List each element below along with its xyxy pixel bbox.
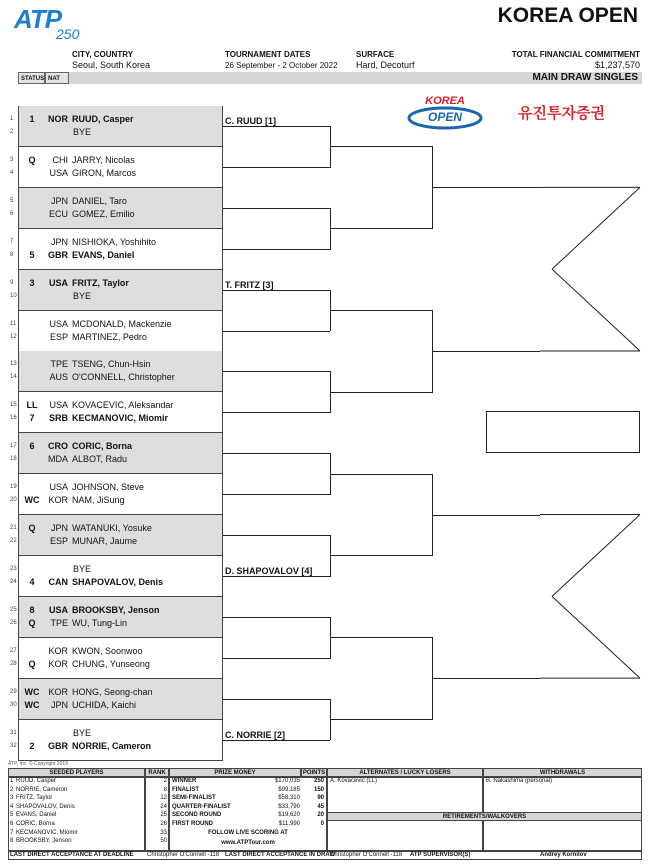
bracket-line	[330, 228, 432, 229]
bracket-line	[223, 535, 330, 536]
atp-250-label: 250	[56, 26, 80, 42]
seed-rank: 8	[163, 786, 167, 793]
prize-round: SEMI-FINALIST	[172, 795, 216, 802]
player-nation: KOR	[48, 658, 68, 669]
bracket-line	[223, 290, 330, 291]
prize-amount: $11,990	[278, 821, 300, 827]
player-nation: MDA	[48, 454, 68, 465]
player-status: Q	[28, 658, 36, 669]
player-status: 6	[29, 441, 35, 452]
player-nation: KOR	[48, 686, 68, 697]
player-name[interactable]: MUNAR, Jaume	[72, 536, 138, 546]
draw-position: 17	[10, 443, 17, 450]
seed-number: 7	[10, 829, 14, 836]
draw-position: 6	[10, 210, 14, 217]
player-name[interactable]: JOHNSON, Steve	[72, 482, 145, 493]
atp-website-link[interactable]: www.ATPTour.com	[221, 840, 275, 846]
alternate-entry: A. Kovacevic (LL)	[330, 778, 378, 784]
player-nation: GBR	[48, 249, 68, 260]
bracket-line	[330, 310, 432, 311]
bracket-line	[330, 719, 432, 720]
draw-position: 14	[10, 374, 17, 381]
player-nation: ESP	[49, 536, 68, 546]
draw-position: 1	[10, 116, 14, 122]
retirements-head: RETIREMENTS/WALKOVERS	[327, 812, 642, 821]
player-name[interactable]: CHUNG, Yunseong	[72, 658, 150, 669]
draw-position: 18	[10, 456, 17, 463]
player-name[interactable]: RUUD, Casper	[72, 114, 134, 124]
bracket-line	[223, 249, 330, 250]
player-nation: CRO	[48, 441, 68, 452]
atp-logo: ATP	[14, 4, 62, 34]
prize-round: WINNER	[172, 778, 197, 784]
prize-amount: $33,790	[278, 803, 300, 810]
draw-position: 20	[10, 497, 17, 504]
rank-head: RANK	[145, 768, 169, 777]
seed-rank: 12	[160, 795, 167, 802]
prize-amount: $19,620	[278, 812, 300, 819]
draw-position: 4	[10, 169, 14, 176]
draw-position: 26	[10, 619, 17, 626]
draw-position: 15	[10, 402, 17, 409]
player-status: Q	[28, 523, 36, 533]
prize-round: SECOND ROUND	[172, 812, 222, 819]
dates-label: TOURNAMENT DATES	[225, 50, 311, 59]
seed-rank: 2	[163, 778, 167, 784]
round2-winner: C. NORRIE [2]	[225, 729, 286, 740]
bracket-line	[552, 269, 640, 351]
seed-name: KECMANOVIC, Miomir	[16, 829, 78, 836]
player-nation: USA	[48, 604, 68, 615]
bracket-line	[223, 412, 330, 413]
player-name[interactable]: BYE	[73, 563, 92, 574]
player-name[interactable]: TSENG, Chun-Hsin	[72, 359, 151, 370]
champion-box	[486, 411, 640, 453]
draw-position: 32	[10, 742, 17, 749]
player-name[interactable]: MARTINEZ, Pedro	[72, 331, 147, 342]
draw-position: 3	[10, 156, 14, 163]
player-nation: ECU	[48, 208, 68, 219]
player-name[interactable]: O'CONNELL, Christopher	[72, 372, 175, 383]
seed-name: CORIC, Borna	[16, 821, 55, 827]
seed-name: NORRIE, Cameron	[16, 786, 68, 793]
player-status: Q	[28, 617, 36, 628]
draw-position: 21	[10, 525, 17, 531]
seed-rank: 25	[160, 812, 167, 819]
prize-amount: $99,185	[278, 786, 300, 793]
player-nation: USA	[48, 277, 68, 288]
player-nation: NOR	[48, 114, 68, 124]
player-name[interactable]: MCDONALD, Mackenzie	[72, 318, 172, 329]
alternates-head: ALTERNATES / LUCKY LOSERS	[327, 768, 483, 777]
bracket-line	[223, 576, 330, 577]
bracket-line	[552, 596, 640, 678]
player-status: 3	[29, 277, 35, 288]
bracket-line	[330, 555, 432, 556]
draw-position: 7	[10, 238, 14, 245]
player-name[interactable]: KECMANOVIC, Miomir	[72, 413, 169, 424]
last-acceptance-deadline-label: LAST DIRECT ACCEPTANCE AT DEADLINE	[10, 852, 134, 858]
seed-number: 5	[10, 812, 14, 819]
prize-round: FINALIST	[172, 786, 199, 793]
player-nation: KOR	[48, 645, 68, 656]
draw-position: 16	[10, 415, 17, 422]
seed-number: 8	[10, 838, 14, 845]
player-name[interactable]: GOMEZ, Emilio	[72, 208, 135, 219]
bracket-line	[330, 637, 432, 638]
seed-number: 3	[10, 795, 14, 802]
player-nation: ESP	[49, 331, 68, 342]
player-nation: JPN	[50, 195, 68, 206]
bracket-line	[432, 678, 540, 679]
player-status: WC	[24, 495, 40, 506]
status-column-head: STATUS	[18, 72, 45, 84]
seed-name: SHAPOVALOV, Denis	[16, 803, 75, 810]
player-name[interactable]: UCHIDA, Kaichi	[72, 699, 137, 710]
player-nation: TPE	[50, 617, 68, 628]
draw-position: 2	[10, 129, 14, 135]
player-nation: USA	[49, 167, 68, 178]
player-name[interactable]: GIRON, Marcos	[72, 167, 137, 178]
player-name[interactable]: CORIC, Borna	[72, 441, 133, 452]
player-name[interactable]: SHAPOVALOV, Denis	[72, 576, 164, 587]
prize-points: 20	[317, 812, 324, 819]
player-name[interactable]: NAM, JiSung	[72, 495, 125, 506]
bracket-line	[223, 658, 330, 659]
prize-amount: $58,310	[278, 795, 300, 802]
bracket-line	[223, 699, 330, 700]
seed-number: 2	[10, 786, 14, 793]
bracket-line	[330, 474, 432, 475]
draw-position: 23	[10, 565, 17, 572]
player-status: 7	[29, 413, 35, 424]
draw-position: 19	[10, 484, 17, 491]
player-name[interactable]: DANIEL, Taro	[72, 195, 127, 206]
player-name[interactable]: BYE	[73, 727, 92, 738]
city-value: Seoul, South Korea	[72, 60, 151, 70]
bracket-line	[223, 167, 330, 168]
nat-column-head: NAT	[45, 72, 69, 84]
prize-points: 0	[320, 821, 324, 827]
player-nation: USA	[49, 400, 68, 411]
player-nation: AUS	[49, 372, 68, 383]
player-nation: TPE	[50, 359, 68, 370]
draw-position: 31	[10, 729, 17, 736]
bracket-line	[552, 515, 640, 597]
player-status: Q	[28, 154, 36, 165]
player-nation: GBR	[48, 740, 68, 751]
player-nation: USA	[49, 318, 68, 329]
seed-rank: 33	[160, 829, 167, 836]
round2-winner: T. FRITZ [3]	[225, 279, 274, 290]
player-status: 4	[29, 576, 35, 587]
draw-position: 10	[10, 292, 17, 299]
dates-value: 26 September - 2 October 2022	[225, 61, 338, 70]
surface-value: Hard, Decoturf	[356, 60, 415, 70]
seed-rank: 26	[160, 821, 167, 827]
seed-rank: 24	[160, 803, 167, 810]
seed-name: EVANS, Daniel	[16, 812, 57, 819]
city-label: CITY, COUNTRY	[72, 50, 134, 59]
player-name[interactable]: KOVACEVIC, Aleksandar	[72, 400, 174, 411]
player-name[interactable]: ALBOT, Radu	[72, 454, 128, 465]
copyright: ATP, Inc. © Copyright 2019	[8, 761, 68, 767]
commitment-label: TOTAL FINANCIAL COMMITMENT	[511, 50, 640, 59]
player-nation: JPN	[50, 699, 68, 710]
section-title: MAIN DRAW SINGLES	[532, 72, 638, 83]
bracket-line	[223, 740, 330, 741]
prize-points: 250	[313, 778, 324, 784]
player-nation: SRB	[48, 413, 68, 424]
player-nation: JPN	[50, 523, 68, 533]
player-status: LL	[26, 400, 38, 411]
bracket-line	[223, 453, 330, 454]
player-name[interactable]: EVANS, Daniel	[72, 249, 135, 260]
draw-position: 13	[10, 361, 17, 368]
draw-position: 22	[10, 538, 17, 544]
bracket-line	[223, 331, 330, 332]
svg-text:KOREA: KOREA	[425, 95, 465, 107]
prize-points: 150	[313, 786, 324, 793]
player-name[interactable]: BROOKSBY, Jenson	[72, 604, 160, 615]
draw-position: 30	[10, 701, 17, 708]
player-name[interactable]: JARRY, Nicolas	[72, 154, 135, 165]
player-nation: CAN	[48, 576, 68, 587]
korea-open-logo	[402, 92, 488, 132]
player-status: 5	[29, 249, 35, 260]
player-status: WC	[24, 686, 40, 697]
draw-position: 25	[10, 606, 17, 613]
seed-number: 6	[10, 821, 14, 827]
player-name[interactable]: WU, Tung-Lin	[72, 617, 128, 628]
player-nation: JPN	[50, 236, 68, 247]
draw-position: 27	[10, 647, 17, 654]
player-name[interactable]: BYE	[73, 127, 92, 137]
player-name[interactable]: WATANUKI, Yosuke	[72, 523, 152, 533]
player-name[interactable]: BYE	[73, 290, 92, 301]
bracket-line	[330, 146, 432, 147]
prize-money-head: PRIZE MONEY	[169, 768, 301, 777]
seeded-players-head: SEEDED PLAYERS	[8, 768, 145, 777]
last-acceptance-draw-label: LAST DIRECT ACCEPTANCE IN DRAW	[225, 852, 335, 858]
player-name[interactable]: NORRIE, Cameron	[72, 740, 152, 751]
withdrawals-head: WITHDRAWALS	[483, 768, 642, 777]
prize-points: 90	[317, 795, 324, 802]
bracket-line	[223, 208, 330, 209]
seed-rank: 50	[160, 838, 167, 845]
bracket-line	[223, 371, 330, 372]
player-status: WC	[24, 699, 40, 710]
match-box	[18, 270, 223, 311]
draw-position: 12	[10, 333, 17, 340]
player-name[interactable]: FRITZ, Taylor	[72, 277, 129, 288]
draw-position: 24	[10, 578, 17, 585]
last-acceptance-draw-value: Christopher O'Connell -118	[330, 852, 403, 858]
withdrawal-entry: B. Nakashima (personal)	[486, 778, 553, 784]
player-status: 1	[29, 114, 35, 124]
player-name[interactable]: NISHIOKA, Yoshihito	[72, 236, 157, 247]
supervisor-name: Andrey Kornilov	[540, 852, 587, 858]
draw-position: 5	[10, 197, 14, 204]
draw-position: 28	[10, 660, 17, 667]
seed-number: 4	[10, 803, 14, 810]
prize-amount: $170,035	[274, 778, 300, 784]
player-nation: KOR	[48, 495, 68, 506]
bracket-line	[432, 515, 540, 516]
supervisor-label: ATP SUPERVISOR(S)	[410, 852, 471, 858]
player-name[interactable]: HONG, Seong-chan	[72, 686, 153, 697]
svg-text:OPEN: OPEN	[427, 110, 463, 124]
round2-winner: C. RUUD [1]	[225, 116, 276, 126]
seed-name: BROOKSBY, Jenson	[16, 838, 72, 845]
prize-round: QUARTER-FINALIST	[172, 803, 231, 810]
sponsor-name: 유진투자증권	[518, 105, 605, 122]
seed-name: RUUD, Casper	[16, 778, 57, 784]
player-status: 2	[29, 740, 35, 751]
last-acceptance-deadline-value: Christopher O'Connell -118	[147, 852, 220, 858]
player-status: 8	[29, 604, 35, 615]
bracket-line	[223, 126, 330, 127]
draw-position: 9	[10, 279, 14, 286]
seed-number: 1	[10, 778, 14, 784]
surface-label: SURFACE	[356, 50, 395, 59]
bracket-line	[432, 351, 540, 352]
follow-live-label: FOLLOW LIVE SCORING AT	[208, 830, 288, 836]
bracket-line	[552, 187, 640, 269]
player-nation: USA	[49, 482, 68, 493]
player-name[interactable]: KWON, Soonwoo	[72, 645, 143, 656]
draw-position: 8	[10, 251, 14, 258]
prize-points: 45	[317, 803, 324, 810]
round2-winner: D. SHAPOVALOV [4]	[225, 565, 313, 576]
bracket-line	[223, 494, 330, 495]
seed-name: FRITZ, Taylor	[16, 795, 53, 802]
draw-position: 11	[10, 320, 17, 327]
draw-position: 29	[10, 688, 17, 695]
bracket-line	[330, 392, 432, 393]
prize-round: FIRST ROUND	[172, 821, 213, 827]
bracket-line	[432, 187, 540, 188]
player-nation: CHI	[52, 154, 68, 165]
match-box	[18, 106, 223, 147]
points-head: POINTS	[302, 770, 326, 776]
bracket-line	[223, 617, 330, 618]
tournament-title: KOREA OPEN	[497, 4, 638, 27]
commitment-value: $1,237,570	[594, 60, 640, 70]
